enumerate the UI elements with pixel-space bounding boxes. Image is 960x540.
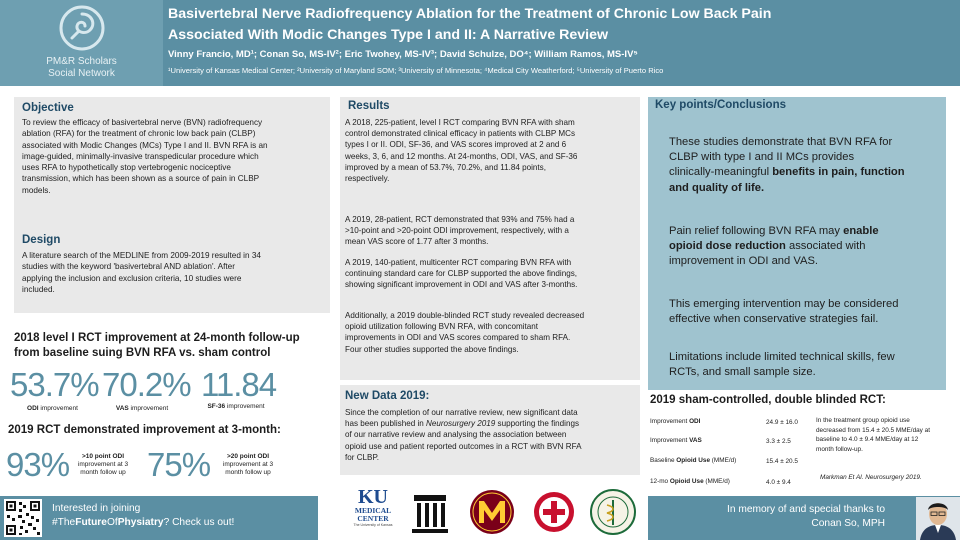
results-title: Results — [348, 100, 390, 112]
spiral-logo-icon — [58, 4, 106, 52]
stat-vas-label: VAS — [115, 405, 129, 412]
key-point-1 — [669, 135, 905, 196]
objective-line: transmission, which has been shown as a source of pain in CLBP — [22, 174, 260, 184]
new-data-fragment: has been published in — [345, 419, 427, 429]
sham-title: 2019 sham-controlled, double blinded RCT: — [650, 394, 886, 406]
stats-2018-heading — [14, 331, 300, 361]
key-line — [669, 181, 905, 196]
stat-odi-caption — [10, 405, 95, 412]
objective-line: image-guided, minimally-invasive transpedicular procedure which — [22, 151, 259, 161]
results-para-4 — [345, 310, 637, 355]
upr-medical-school-seal-icon — [589, 487, 637, 537]
row-label-bold: Opioid Use — [676, 457, 711, 464]
objective-line: uses RFA to hypothetically stop vertebrogenic nociceptive — [22, 163, 231, 173]
sham-note — [816, 416, 930, 454]
stat-sf36-value: 11.84 — [201, 366, 277, 403]
stat-75-line: month follow up — [225, 469, 271, 476]
stat-sf36-suffix: improvement — [225, 403, 265, 410]
ku-text: MEDICAL — [354, 506, 392, 515]
stat-vas-value: 70.2% — [102, 366, 191, 403]
new-data-title: New Data 2019: — [345, 390, 430, 402]
results-para-3 — [345, 257, 637, 291]
objective-line: ablation (RFA) for the treatment of chronic low back pain (CLBP) — [22, 129, 256, 139]
key-line: CLBP with type I and II MCs provides — [669, 151, 855, 164]
person-photo-icon — [916, 497, 960, 540]
results-line: A 2018, 225-patient, level I RCT comparing BVN RFA with sham — [345, 118, 575, 127]
key-emphasis: and quality of life. — [669, 181, 765, 194]
key-emphasis: benefits in pain, function — [772, 166, 905, 179]
key-line: improvement in ODI and VAS. — [669, 255, 819, 268]
results-para-2 — [345, 214, 637, 248]
stat-odi-value: 53.7% — [10, 366, 99, 403]
key-line: RCTs, and small sample size. — [669, 366, 816, 379]
results-line: Additionally, a 2019 double-blinded RCT study revealed decreased — [345, 311, 585, 320]
note-line: decreased from 15.4 ± 20.5 MME/day at — [816, 426, 930, 434]
stat-sf36-label: SF-36 — [207, 403, 226, 410]
hashtag-part: Of — [106, 517, 118, 528]
objective-line: To review the efficacy of basivertebral nerve (BVN) radiofrequency — [22, 118, 263, 127]
stat-93-line: month follow up — [80, 469, 126, 476]
join-text[interactable] — [52, 502, 234, 530]
results-line: weeks, 3, 6, and 12 months. At 24-months, ODI, VAS, and SF-36 — [345, 151, 578, 161]
stat-odi-label: ODI — [27, 405, 39, 412]
new-data-line: opioid use and patient reported outcomes in a RCT with BVN RFA — [345, 441, 582, 451]
new-data-fragment: supporting the findings — [495, 419, 580, 429]
stat-vas-caption — [100, 405, 184, 412]
sham-value-baseline-opioid: 15.4 ± 20.5 — [766, 458, 798, 465]
hashtag-part: #The — [52, 517, 76, 528]
objective-line: associated with Modic Changes (MCs) Type I and II. BVN RFA is an — [22, 140, 268, 150]
sham-row-odi — [650, 418, 700, 425]
row-label: (MME/d) — [703, 478, 730, 485]
results-line: A 2019, 140-patient, multicenter RCT comparing BVN RFA with — [345, 258, 572, 267]
sham-value-12mo-opioid: 4.0 ± 9.4 — [766, 479, 791, 486]
stat-93-value: 93% — [6, 446, 70, 483]
results-line: control demonstrated clinical efficacy in patients with CLBP MCs — [345, 129, 576, 139]
stat-75-label: >20 point ODI — [226, 453, 270, 460]
key-fragment: clinically-meaningful — [669, 166, 773, 179]
qr-code-icon[interactable] — [4, 499, 42, 537]
memorial-line-2: Conan So, MPH — [811, 518, 885, 529]
authors: Vinny Francio, MD¹; Conan So, MS-IV²; Eric Twohey, MS-IV³; David Schulze, DO⁴; William Ramos, MS-IV⁵ — [168, 49, 638, 60]
key-point-4 — [669, 350, 895, 380]
new-data-line: for CLBP. — [345, 452, 380, 462]
results-line: opioid utilization following BVN RFA, with concomitant — [345, 322, 538, 332]
ku-text: CENTER — [357, 514, 389, 523]
results-line: Four other studies supported the above findings. — [345, 344, 519, 354]
design-line: studies with the keyword 'basivertebral AND ablation'. After — [22, 262, 235, 272]
memorial-text — [660, 503, 885, 531]
new-data-line — [345, 418, 637, 429]
objective-title: Objective — [22, 102, 74, 114]
row-label: 12-mo — [650, 478, 670, 485]
stats-2019-heading: 2019 RCT demonstrated improvement at 3-month: — [8, 424, 281, 436]
results-line: types I or II. ODI, SF-36, and VAS scores improved at 2 and 6 — [345, 140, 567, 150]
results-line: A 2019, 28-patient, RCT demonstrated that 93% and 75% had a — [345, 215, 575, 224]
results-para-1 — [345, 117, 637, 184]
poster-title — [168, 4, 948, 46]
stats-2018-heading-line: from baseline suing BVN RFA vs. sham control — [14, 347, 271, 359]
results-line: respectively. — [345, 174, 390, 184]
objective-line: models. — [22, 185, 51, 195]
ku-medical-center-logo — [350, 487, 396, 537]
note-line: In the treatment group opioid use — [816, 417, 910, 424]
key-line: These studies demonstrate that BVN RFA for — [669, 136, 893, 148]
sham-value-odi: 24.9 ± 16.0 — [766, 419, 798, 426]
key-point-2 — [669, 224, 879, 270]
sham-row-baseline-opioid — [650, 457, 736, 464]
umn-logo-icon — [469, 487, 515, 537]
memorial-portrait — [916, 497, 960, 540]
hashtag-bold: Physiatry — [117, 517, 164, 528]
affiliations: ¹University of Kansas Medical Center; ²University of Maryland SOM; ³University of Minnesota; ⁴Medical City Weatherford; ⁵University of Puerto Rico — [168, 66, 664, 75]
hashtag-part: ? Check us out! — [163, 517, 235, 528]
key-line — [669, 165, 905, 180]
key-emphasis: enable — [843, 225, 879, 237]
key-line: effective when conservative strategies fail. — [669, 313, 879, 326]
stat-93-line: improvement at 3 — [77, 461, 129, 468]
join-line-1: Interested in joining — [52, 503, 141, 514]
key-line — [669, 224, 879, 239]
results-line: continuing standard care for CLBP supported the above findings, — [345, 269, 578, 279]
row-label-bold: Opioid Use — [669, 478, 704, 485]
note-line: month follow-up. — [816, 445, 863, 453]
objective-text — [22, 117, 268, 196]
logo-line-1: PM&R Scholars — [46, 56, 117, 67]
results-line: mean VAS score of 1.77 after 3 months. — [345, 237, 489, 247]
medical-city-logo-icon — [532, 489, 576, 535]
row-label-bold: VAS — [689, 437, 702, 444]
results-line: >10-point and >20-point ODI improvement, respectively, with a — [345, 226, 569, 236]
sham-row-12mo-opioid — [650, 478, 730, 485]
title-line-1: Basivertebral Nerve Radiofrequency Ablation for the Treatment of Chronic Low Back Pain — [168, 6, 772, 22]
key-fragment: Pain relief following BVN RFA may — [669, 225, 844, 237]
design-title: Design — [22, 234, 61, 246]
stat-75-line: improvement at 3 — [222, 461, 274, 468]
stat-75-value: 75% — [147, 446, 211, 483]
sham-citation: Markman Et Al. Neurosurgery 2019. — [820, 474, 922, 481]
key-point-3 — [669, 297, 898, 327]
design-text — [22, 250, 261, 295]
results-line: improvements in ODI and VAS scores compared to sham RFA. — [345, 333, 571, 343]
key-line — [669, 239, 879, 254]
design-line: included. — [22, 284, 55, 294]
sham-value-vas: 3.3 ± 2.5 — [766, 438, 791, 445]
new-data-line: of our narrative review and analysing the association between — [345, 430, 567, 440]
stat-sf36-caption — [196, 403, 276, 410]
row-label: Improvement — [650, 437, 690, 444]
results-line: showing significant improvement in ODI and VAS after 3-months. — [345, 280, 578, 290]
umaryland-logo-icon — [410, 489, 450, 535]
ku-mark: KU — [358, 486, 388, 508]
row-label-bold: ODI — [689, 418, 701, 425]
new-data-text — [345, 407, 637, 463]
hashtag-bold: Future — [75, 517, 107, 528]
key-emphasis: opioid dose reduction — [669, 240, 786, 253]
stat-75-caption — [210, 453, 286, 477]
stat-vas-suffix: improvement — [128, 405, 169, 412]
key-line: This emerging intervention may be considered — [669, 298, 899, 310]
design-line: applying the inclusion and exclusion criteria, 10 studies were — [22, 273, 242, 283]
join-line-2 — [52, 516, 234, 530]
memorial-line-1: In memory of and special thanks to — [727, 504, 885, 515]
row-label: Improvement — [650, 418, 690, 425]
pmr-scholars-logo — [0, 0, 163, 86]
row-label: (MME/d) — [710, 457, 737, 464]
results-line: improved by a mean of 53.7%, 70.2%, and 11.84 points, — [345, 162, 546, 172]
stat-odi-suffix: improvement — [38, 405, 78, 412]
journal-name: Neurosurgery 2019 — [426, 419, 496, 429]
title-line-2: Associated With Modic Changes Type I and II: A Narrative Review — [168, 27, 609, 43]
stats-2018-heading-line: 2018 level I RCT improvement at 24-month follow-up — [14, 332, 300, 344]
key-fragment: associated with — [785, 240, 866, 253]
key-line: Limitations include limited technical skills, few — [669, 351, 895, 363]
row-label: Baseline — [650, 457, 677, 464]
logo-line-2: Social Network — [48, 68, 115, 79]
new-data-line: Since the completion of our narrative review, new significant data — [345, 408, 578, 417]
sham-row-vas — [650, 437, 702, 444]
key-points-title: Key points/Conclusions — [655, 99, 786, 111]
design-line: A literature search of the MEDLINE from 2009-2019 resulted in 34 — [22, 251, 261, 260]
ku-subtext: The University of Kansas — [353, 523, 393, 527]
stat-93-label: >10 point ODI — [81, 453, 125, 460]
note-line: baseline to 4.0 ± 9.4 MME/day at 12 — [816, 436, 919, 444]
logo-text — [0, 56, 163, 80]
stat-93-caption — [68, 453, 138, 477]
